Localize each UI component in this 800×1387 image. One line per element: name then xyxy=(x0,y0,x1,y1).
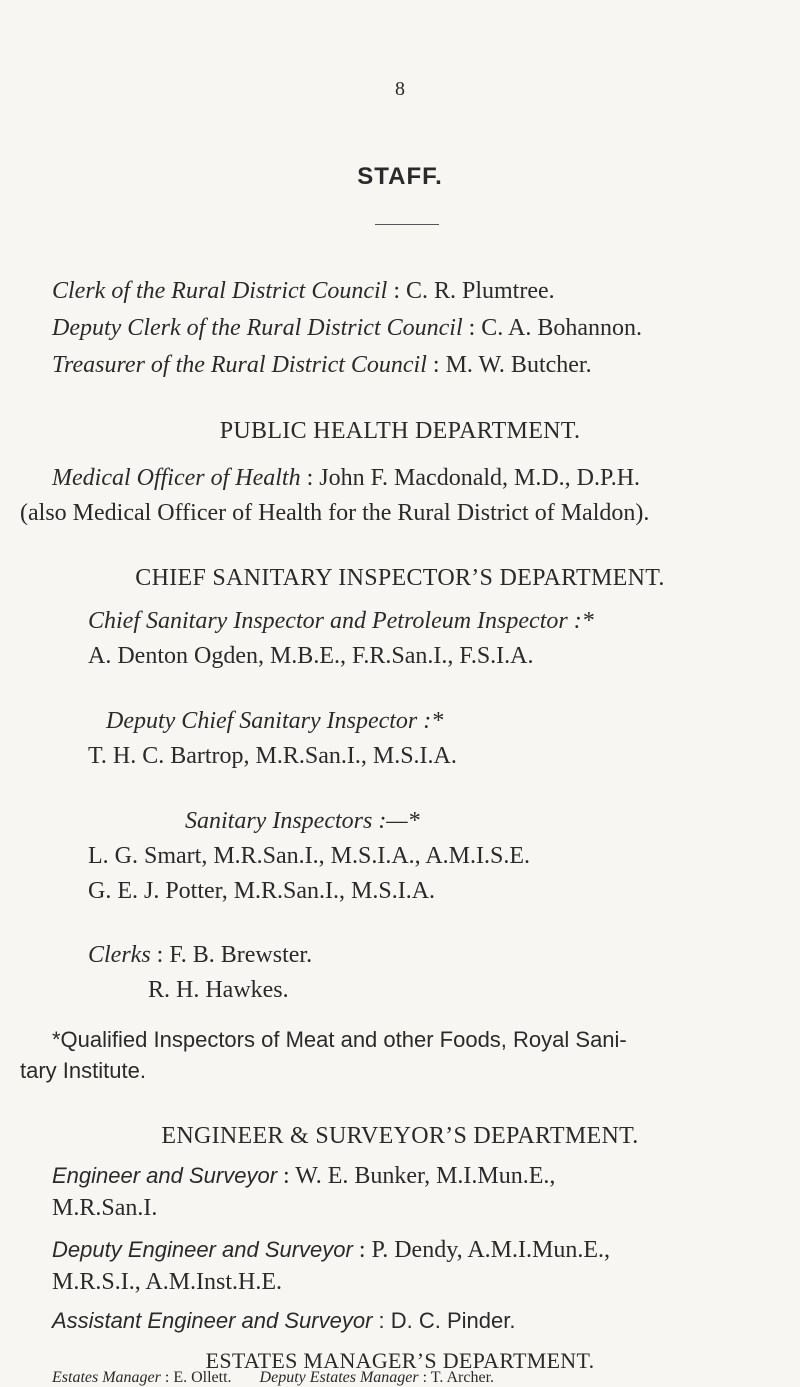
estates-manager-sep: : xyxy=(160,1369,174,1386)
deputy-estates-manager-sep: : xyxy=(418,1369,431,1386)
assistant-engineer-name: D. C. Pinder. xyxy=(390,1308,516,1333)
council-deputy-clerk-name: C. A. Bohannon. xyxy=(481,315,642,341)
engineer-title: Engineer and Surveyor xyxy=(52,1163,278,1188)
council-treasurer-title: Treasurer of the Rural District Council xyxy=(52,352,427,378)
clerks-title: Clerks xyxy=(88,942,151,968)
deputy-engineer-name-cont: M.R.S.I., A.M.Inst.H.E. xyxy=(52,1269,283,1295)
estates-heading: ESTATES MANAGER’S DEPARTMENT. xyxy=(205,1348,595,1373)
council-treasurer-sep: : xyxy=(426,352,446,378)
medical-officer-sep: : xyxy=(300,465,320,491)
deputy-estates-manager-name: T. Archer. xyxy=(430,1369,495,1386)
council-clerk-entry xyxy=(52,278,555,305)
deputy-engineer-name: P. Dendy, A.M.I.Mun.E., xyxy=(371,1237,610,1263)
title-divider xyxy=(375,224,439,225)
estates-manager-entry xyxy=(52,1369,494,1387)
deputy-engineer-title: Deputy Engineer and Surveyor xyxy=(52,1237,353,1262)
deputy-inspector-title: Deputy Chief Sanitary Inspector :* xyxy=(106,708,444,734)
engineer-name-cont: M.R.San.I. xyxy=(52,1195,158,1221)
assistant-engineer-sep: : xyxy=(372,1308,391,1333)
clerks-entry xyxy=(88,942,312,969)
deputy-engineer-entry xyxy=(52,1237,610,1264)
footnote-line: *Qualified Inspectors of Meat and other Foods, Royal Sani- xyxy=(52,1027,627,1052)
clerks-sep: : xyxy=(150,942,170,968)
council-treasurer-entry xyxy=(52,352,592,379)
assistant-engineer-title: Assistant Engineer and Surveyor xyxy=(52,1308,373,1333)
council-treasurer-name: M. W. Butcher. xyxy=(445,352,592,378)
estates-manager-name: E. Ollett. xyxy=(173,1369,232,1386)
medical-officer-entry xyxy=(52,465,640,492)
deputy-inspector-name: T. H. C. Bartrop, M.R.San.I., M.S.I.A. xyxy=(88,743,457,769)
engineer-entry xyxy=(52,1163,555,1190)
council-clerk-title: Clerk of the Rural District Council xyxy=(52,278,388,304)
council-deputy-clerk-entry xyxy=(52,315,642,342)
chief-inspector-name: A. Denton Ogden, M.B.E., F.R.San.I., F.S.I.A. xyxy=(88,643,534,669)
medical-officer-name: John F. Macdonald, M.D., D.P.H. xyxy=(319,465,641,491)
engineer-name: W. E. Bunker, M.I.Mun.E., xyxy=(295,1163,556,1189)
assistant-engineer-entry xyxy=(52,1308,515,1334)
sanitary-inspector-item: L. G. Smart, M.R.San.I., M.S.I.A., A.M.I.S.E. xyxy=(88,843,531,869)
page-number: 8 xyxy=(395,78,405,100)
engineer-heading: ENGINEER & SURVEYOR’S DEPARTMENT. xyxy=(161,1123,639,1149)
engineer-sep: : xyxy=(277,1163,296,1189)
council-clerk-sep: : xyxy=(387,278,406,304)
medical-officer-title: Medical Officer of Health xyxy=(52,465,301,491)
public-health-heading: PUBLIC HEALTH DEPARTMENT. xyxy=(219,418,581,444)
page-title: STAFF. xyxy=(357,163,443,190)
clerk-name: R. H. Hawkes. xyxy=(148,977,289,1003)
medical-officer-note: (also Medical Officer of Health for the Rural District of Maldon). xyxy=(20,500,650,526)
council-deputy-clerk-sep: : xyxy=(462,315,482,341)
estates-manager-title: Estates Manager xyxy=(52,1369,161,1386)
sanitary-heading: CHIEF SANITARY INSPECTOR’S DEPARTMENT. xyxy=(135,565,665,591)
council-clerk-name: C. R. Plumtree. xyxy=(405,278,555,304)
deputy-engineer-sep: : xyxy=(352,1237,372,1263)
sanitary-inspector-item: G. E. J. Potter, M.R.San.I., M.S.I.A. xyxy=(88,878,436,904)
deputy-estates-manager-title: Deputy Estates Manager xyxy=(259,1369,419,1386)
clerk-name: F. B. Brewster. xyxy=(169,942,313,968)
chief-inspector-title: Chief Sanitary Inspector and Petroleum Inspector :* xyxy=(88,608,594,634)
council-deputy-clerk-title: Deputy Clerk of the Rural District Council xyxy=(52,315,463,341)
sanitary-inspectors-title: Sanitary Inspectors :—* xyxy=(185,808,420,834)
footnote-line: tary Institute. xyxy=(20,1058,146,1083)
